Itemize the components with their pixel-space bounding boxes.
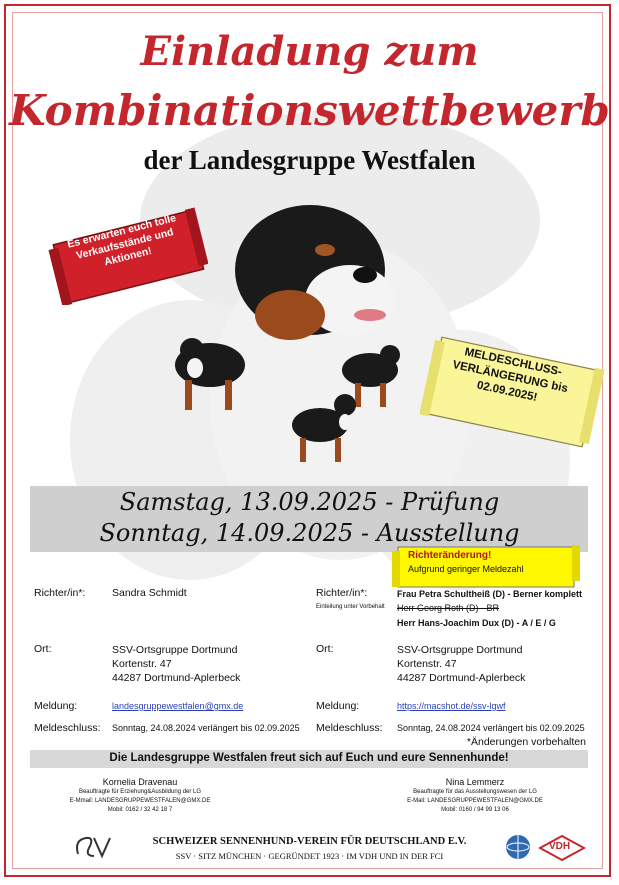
left-ort-label: Ort: (34, 643, 52, 655)
contact-right-mobile: Mobil: 0160 / 94 99 13 06 (441, 807, 509, 813)
right-ort-line: Kortenstr. 47 (397, 658, 457, 670)
title-line1: Einladung zum (140, 28, 479, 75)
yellow-banner-text: MELDESCHLUSS-VERLÄNGERUNG bis 02.09.2025! (451, 346, 569, 404)
right-ort-address (397, 643, 525, 685)
left-ort-line: Kortenstr. 47 (112, 658, 172, 670)
right-meldeschluss-value: Sonntag, 24.08.2024 verlängert bis 02.09.2025 (397, 723, 585, 733)
left-ort-address (112, 643, 240, 685)
right-richter-1: Frau Petra Schultheiß (D) - Berner komplett (397, 589, 583, 599)
right-meldung-url-link[interactable]: https://macshot.de/ssv-lgwf (397, 701, 506, 711)
right-meldung-label: Meldung: (316, 700, 360, 712)
contact-right-name: Nina Lemmerz (445, 777, 505, 787)
club-details: SSV · SITZ MÜNCHEN · GEGRÜNDET 1923 · IM VDH UND IN DER FCI (175, 851, 444, 861)
red-banner-text: Es erwarten euch tolle Verkaufsstände und Aktionen! (66, 212, 178, 269)
left-meldeschluss-value: Sonntag, 24.08.2024 verlängert bis 02.09.2025 (112, 723, 300, 733)
footer-band-text: Die Landesgruppe Westfalen freut sich auf Euch und eure Sennenhunde! (109, 752, 509, 764)
notice-text: Aufgrund geringer Meldezahl (408, 564, 524, 574)
contact-left-email: E-Mmail: LANDESGRUPPEWESTFALEN@GMX.DE (69, 798, 211, 804)
right-ort-label: Ort: (316, 643, 334, 655)
contact-right-role: Beauftragte für das Ausstellungswesen der LG (413, 789, 537, 795)
contact-right (375, 777, 575, 813)
contact-left (40, 777, 240, 813)
notice-title: Richteränderung! (408, 550, 492, 561)
left-ort-line: 44287 Dortmund-Aplerbeck (112, 672, 241, 684)
changes-reserved-note: *Änderungen vorbehalten (466, 736, 586, 748)
vdh-logo-text: VDH (549, 841, 571, 852)
right-richter-label: Richter/in*: (316, 587, 368, 599)
contact-right-email: E-Mail: LANDESGRUPPEWESTFALEN@GMX.DE (407, 798, 543, 804)
right-ort-line: 44287 Dortmund-Aplerbeck (397, 672, 526, 684)
left-ort-line: SSV-Ortsgruppe Dortmund (112, 644, 238, 656)
subtitle: der Landesgruppe Westfalen (143, 145, 476, 175)
left-meldeschluss-label: Meldeschluss: (34, 722, 101, 734)
right-einteilung-note: Einteilung unter Vorbehalt (316, 604, 385, 610)
contact-left-mobile: Mobil: 0162 / 32 42 18 7 (107, 807, 173, 813)
left-meldung-label: Meldung: (34, 700, 78, 712)
fci-logo (505, 834, 531, 860)
contact-left-name: Kornelia Dravenau (102, 777, 178, 787)
date-line-saturday: Samstag, 13.09.2025 - Prüfung (119, 488, 500, 516)
date-line-sunday: Sonntag, 14.09.2025 - Ausstellung (99, 519, 520, 547)
left-richter-value: Sandra Schmidt (112, 587, 187, 599)
contact-left-role: Beauftragte für Erziehung&Ausbildung der LG (78, 789, 202, 795)
club-name: SCHWEIZER SENNENHUND-VEREIN FÜR DEUTSCHLAND E.V. (152, 836, 467, 847)
title-line2: Kombinationswettbewerb (9, 86, 610, 135)
left-richter-label: Richter/in*: (34, 587, 86, 599)
right-meldeschluss-label: Meldeschluss: (316, 722, 383, 734)
right-richter-3: Herr Hans-Joachim Dux (D) - A / E / G (397, 618, 556, 628)
left-meldung-email-link[interactable]: landesgruppewestfalen@gmx.de (112, 701, 244, 711)
right-ort-line: SSV-Ortsgruppe Dortmund (397, 644, 523, 656)
right-richter-2-cancelled: Herr Georg Roth (D) - BR (397, 603, 500, 613)
